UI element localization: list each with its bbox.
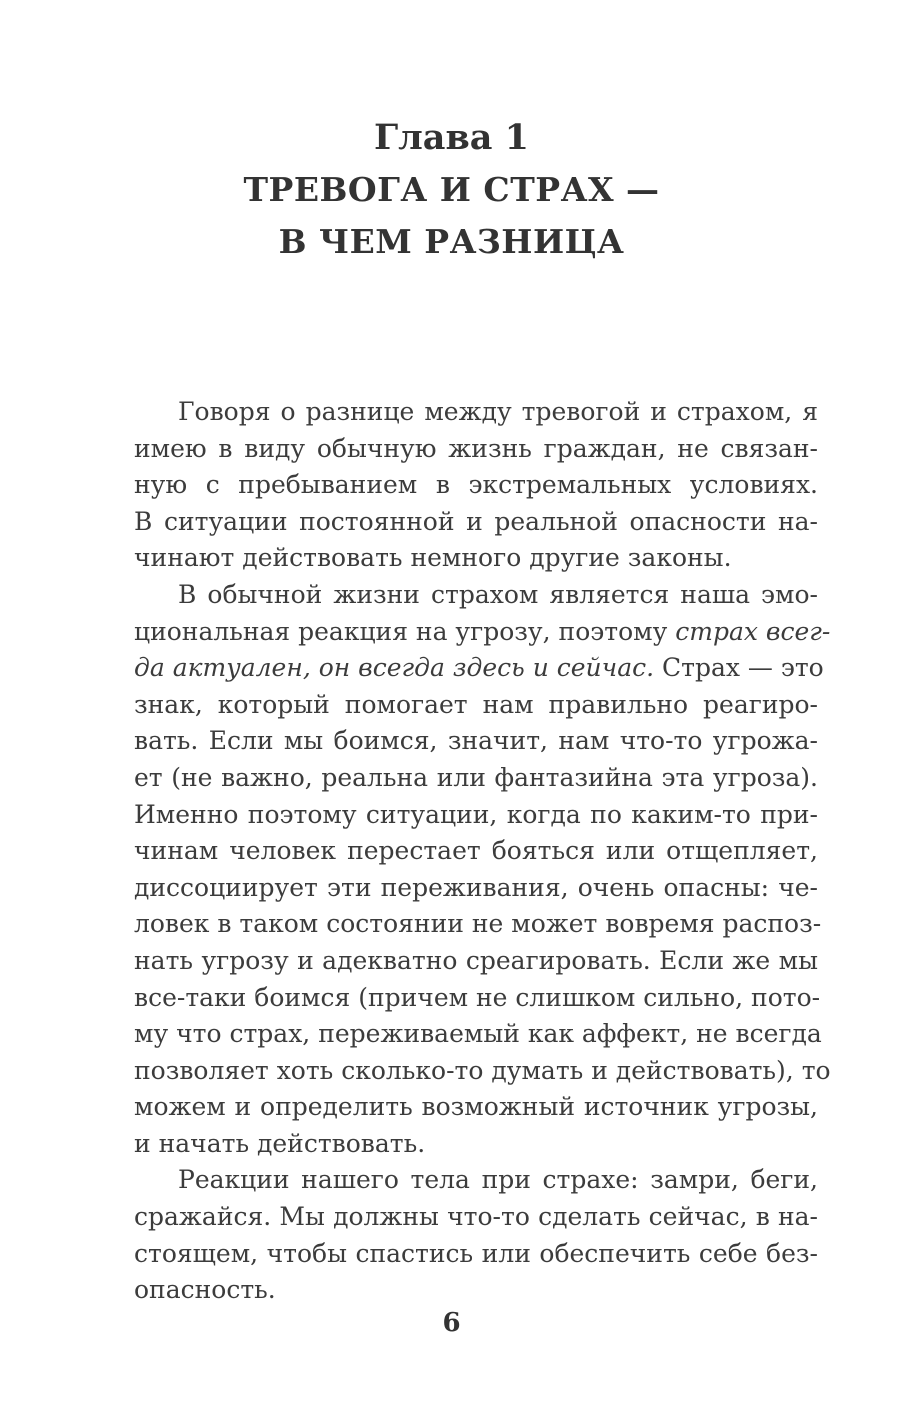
chapter-number: Глава 1 bbox=[373, 117, 530, 158]
text-line bbox=[134, 650, 824, 687]
text-line: ловек в таком состоянии не может вовремя распоз- bbox=[134, 909, 822, 939]
italic-fragment: да актуален, он всегда здесь и сейчас. bbox=[134, 653, 655, 683]
text-line: нать угрозу и адекватно среагировать. Если же мы bbox=[134, 945, 818, 975]
body-text bbox=[134, 394, 831, 1309]
text-line: можем и определить возможный источник угрозы, bbox=[134, 1092, 818, 1122]
text-line: стоящем, чтобы спастись или обеспечить себе без- bbox=[134, 1238, 818, 1268]
text-line: чинают действовать немного другие законы. bbox=[134, 543, 732, 573]
text-line: и начать действовать. bbox=[134, 1128, 426, 1158]
text-line: Реакции нашего тела при страхе: замри, беги, bbox=[178, 1165, 818, 1195]
text-line: ную с пребыванием в экстремальных условиях. bbox=[134, 470, 818, 500]
text-line: чинам человек перестает бояться или отщепляет, bbox=[134, 836, 818, 866]
text-line: сражайся. Мы должны что-то сделать сейчас, в на- bbox=[134, 1202, 818, 1232]
text-fragment: Страх — это bbox=[654, 653, 824, 683]
text-line: позволяет хоть сколько-то думать и действовать), то bbox=[134, 1055, 831, 1085]
text-line: Говоря о разнице между тревогой и страхом, я bbox=[178, 397, 818, 426]
chapter-title-line-1: ТРЕВОГА И СТРАХ — bbox=[243, 170, 660, 209]
text-line: вать. Если мы боимся, значит, нам что-то угрожа- bbox=[134, 726, 818, 756]
page-number: 6 bbox=[442, 1308, 461, 1338]
chapter-title-line-2: В ЧЕМ РАЗНИЦА bbox=[278, 222, 625, 261]
text-line: опасность. bbox=[134, 1275, 276, 1305]
text-line: все-таки боимся (причем не слишком сильно, пото- bbox=[134, 982, 821, 1012]
text-line: знак, который помогает нам правильно реагиро- bbox=[134, 689, 818, 719]
text-line: Именно поэтому ситуации, когда по каким-то при- bbox=[134, 799, 818, 829]
text-fragment: циональная реакция на угрозу, поэтому bbox=[134, 616, 676, 646]
text-line: диссоциирует эти переживания, очень опасны: че- bbox=[134, 872, 818, 902]
chapter-header bbox=[0, 112, 903, 268]
text-line: му что страх, переживаемый как аффект, не всегда bbox=[134, 1019, 822, 1049]
text-line: В ситуации постоянной и реальной опасности на- bbox=[134, 506, 818, 536]
text-line: ет (не важно, реальна или фантазийна эта угроза). bbox=[134, 762, 818, 792]
text-line: имею в виду обычную жизнь граждан, не связан- bbox=[134, 433, 818, 463]
italic-fragment: страх всег- bbox=[675, 616, 831, 646]
text-line: В обычной жизни страхом является наша эмо- bbox=[178, 579, 818, 609]
text-line bbox=[134, 614, 831, 651]
